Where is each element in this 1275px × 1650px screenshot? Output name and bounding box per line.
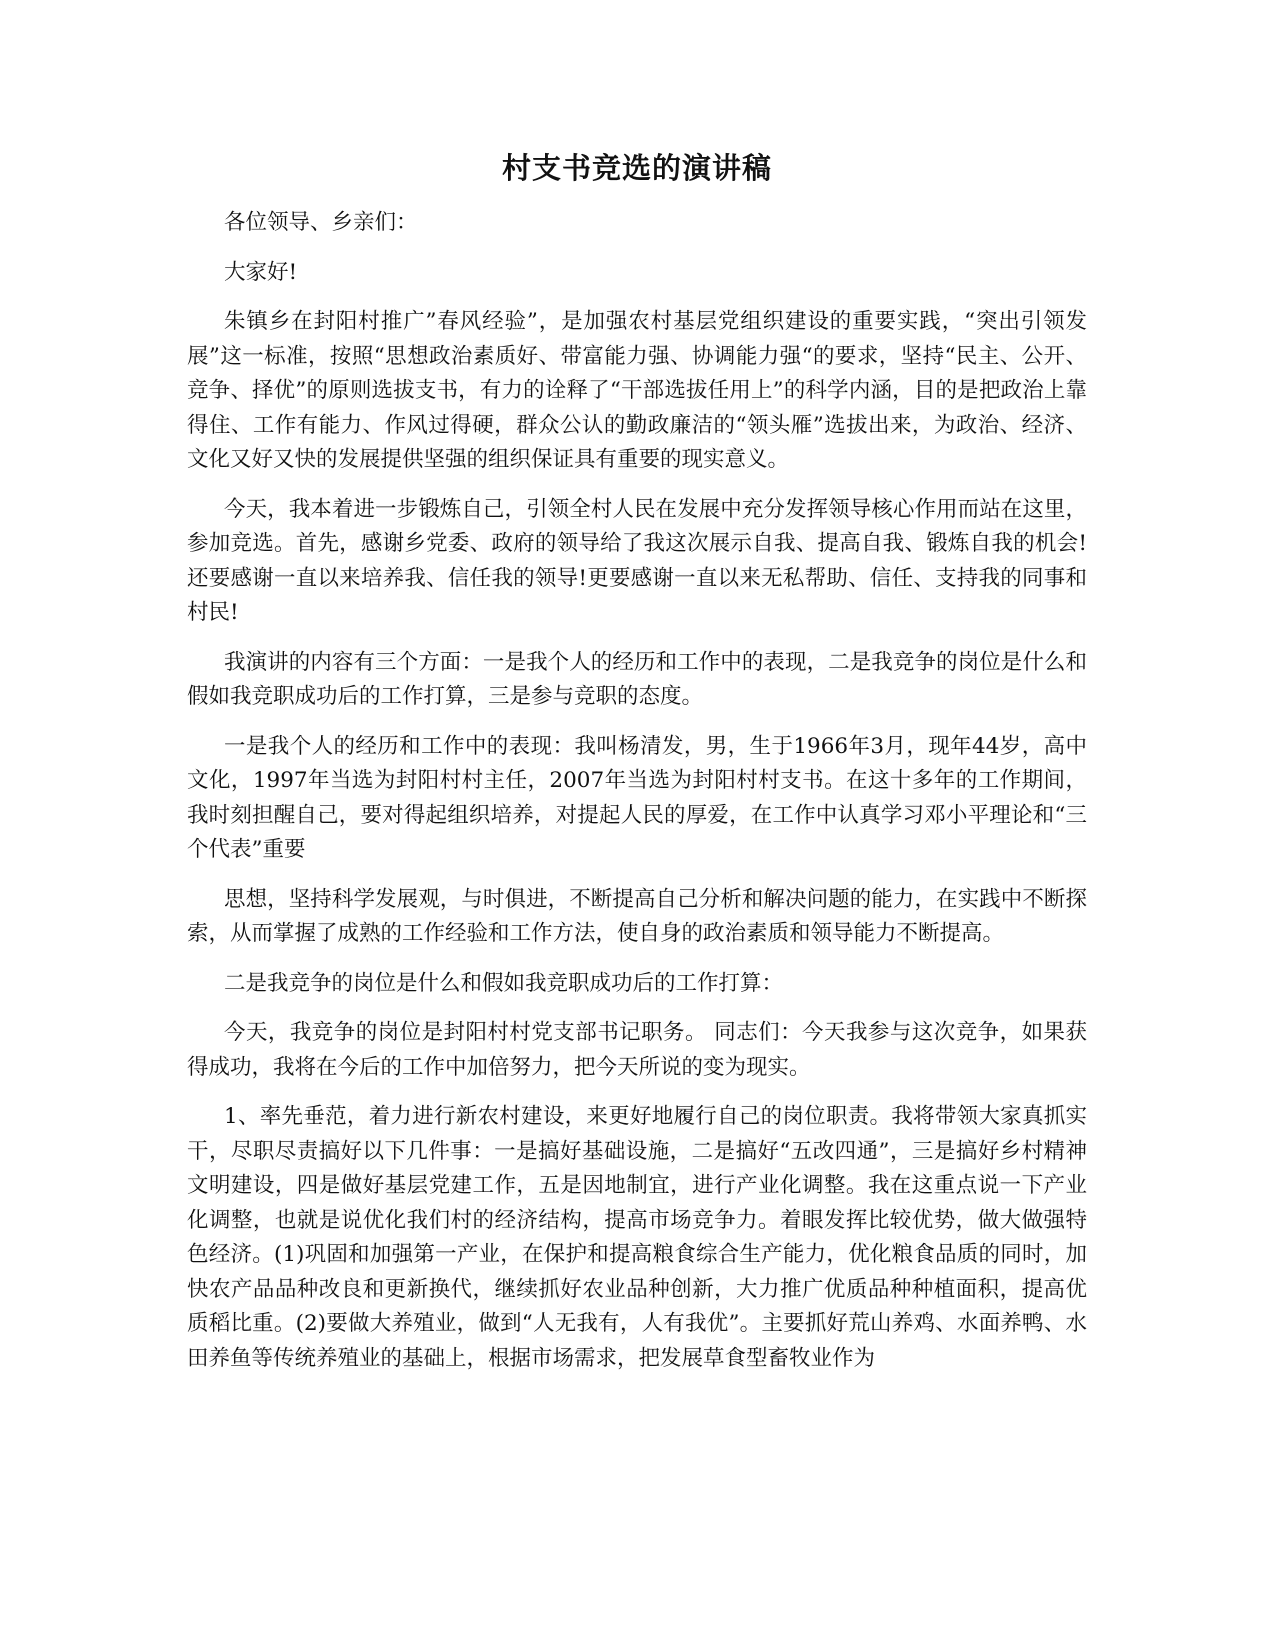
paragraph-position: 今天，我竞争的岗位是封阳村村党支部书记职务。 同志们：今天我参与这次竞争，如果获得成功，我将在今后的工作中加倍努力，把今天所说的变为现实。 <box>187 1020 1087 1080</box>
paragraph-position-heading: 二是我竞争的岗位是什么和假如我竞职成功后的工作打算： <box>224 970 784 996</box>
paragraph-intro: 朱镇乡在封阳村推广”春风经验”，是加强农村基层党组织建设的重要实践，“突出引领发展”这一标准，按照“思想政治素质好、带富能力强、协调能力强“的要求，坚持“民主、公开、竞争、择优”的原则选拔支书，有力的诠释了“干部选拔任用上”的科学内涵，目的是把政治上靠得住、工作有能力、作风过得硬，群众公认的勤政廉洁的“领头雁”选拔出来，为政治、经济、文化又好又快的发展提供坚强的组织保证具有重要的现实意义。 <box>187 309 1087 472</box>
document-page <box>187 148 1087 1391</box>
paragraph-plan: 1、率先垂范，着力进行新农村建设，来更好地履行自己的岗位职责。我将带领大家真抓实干，尽职尽责搞好以下几件事：一是搞好基础设施，二是搞好“五改四通”，三是搞好乡村精神文明建设，四是做好基层党建工作，五是因地制宜，进行产业化调整。我在这重点说一下产业化调整，也就是说优化我们村的经济结构，提高市场竞争力。着眼发挥比较优势，做大做强特色经济。(1)巩固和加强第一产业，在保护和提高粮食综合生产能力，优化粮食品质的同时，加快农产品品种改良和更新换代，继续抓好农业品种创新，大力推广优质品种种植面积，提高优质稻比重。(2)要做大养殖业，做到“人无我有，人有我优”。主要抓好荒山养鸡、水面养鸭、水田养鱼等传统养殖业的基础上，根据市场需求，把发展草食型畜牧业作为 <box>187 1104 1087 1371</box>
paragraph-outline: 我演讲的内容有三个方面：一是我个人的经历和工作中的表现，二是我竞争的岗位是什么和假如我竞职成功后的工作打算，三是参与竞职的态度。 <box>187 649 1087 709</box>
paragraph-experience-cont: 思想，坚持科学发展观，与时俱进，不断提高自己分析和解决问题的能力，在实践中不断探索，从而掌握了成熟的工作经验和工作方法，使自身的政治素质和领导能力不断提高。 <box>187 886 1087 946</box>
paragraph-experience: 一是我个人的经历和工作中的表现：我叫杨清发，男，生于1966年3月，现年44岁，高中文化，1997年当选为封阳村村主任，2007年当选为封阳村村支书。在这十多年的工作期间，我时刻担醒自己，要对得起组织培养，对提起人民的厚爱，在工作中认真学习邓小平理论和“三个代表”重要 <box>187 733 1087 862</box>
paragraph-hello: 大家好! <box>224 259 298 285</box>
paragraph-thanks: 今天，我本着进一步锻炼自己，引领全村人民在发展中充分发挥领导核心作用而站在这里，参加竞选。首先，感谢乡党委、政府的领导给了我这次展示自我、提高自我、锻炼自我的机会!还要感谢一直以来培养我、信任我的领导!更要感谢一直以来无私帮助、信任、支持我的同事和村民! <box>187 496 1087 625</box>
paragraph-greeting: 各位领导、乡亲们： <box>224 210 418 235</box>
document-title: 村支书竞选的演讲稿 <box>501 151 772 185</box>
